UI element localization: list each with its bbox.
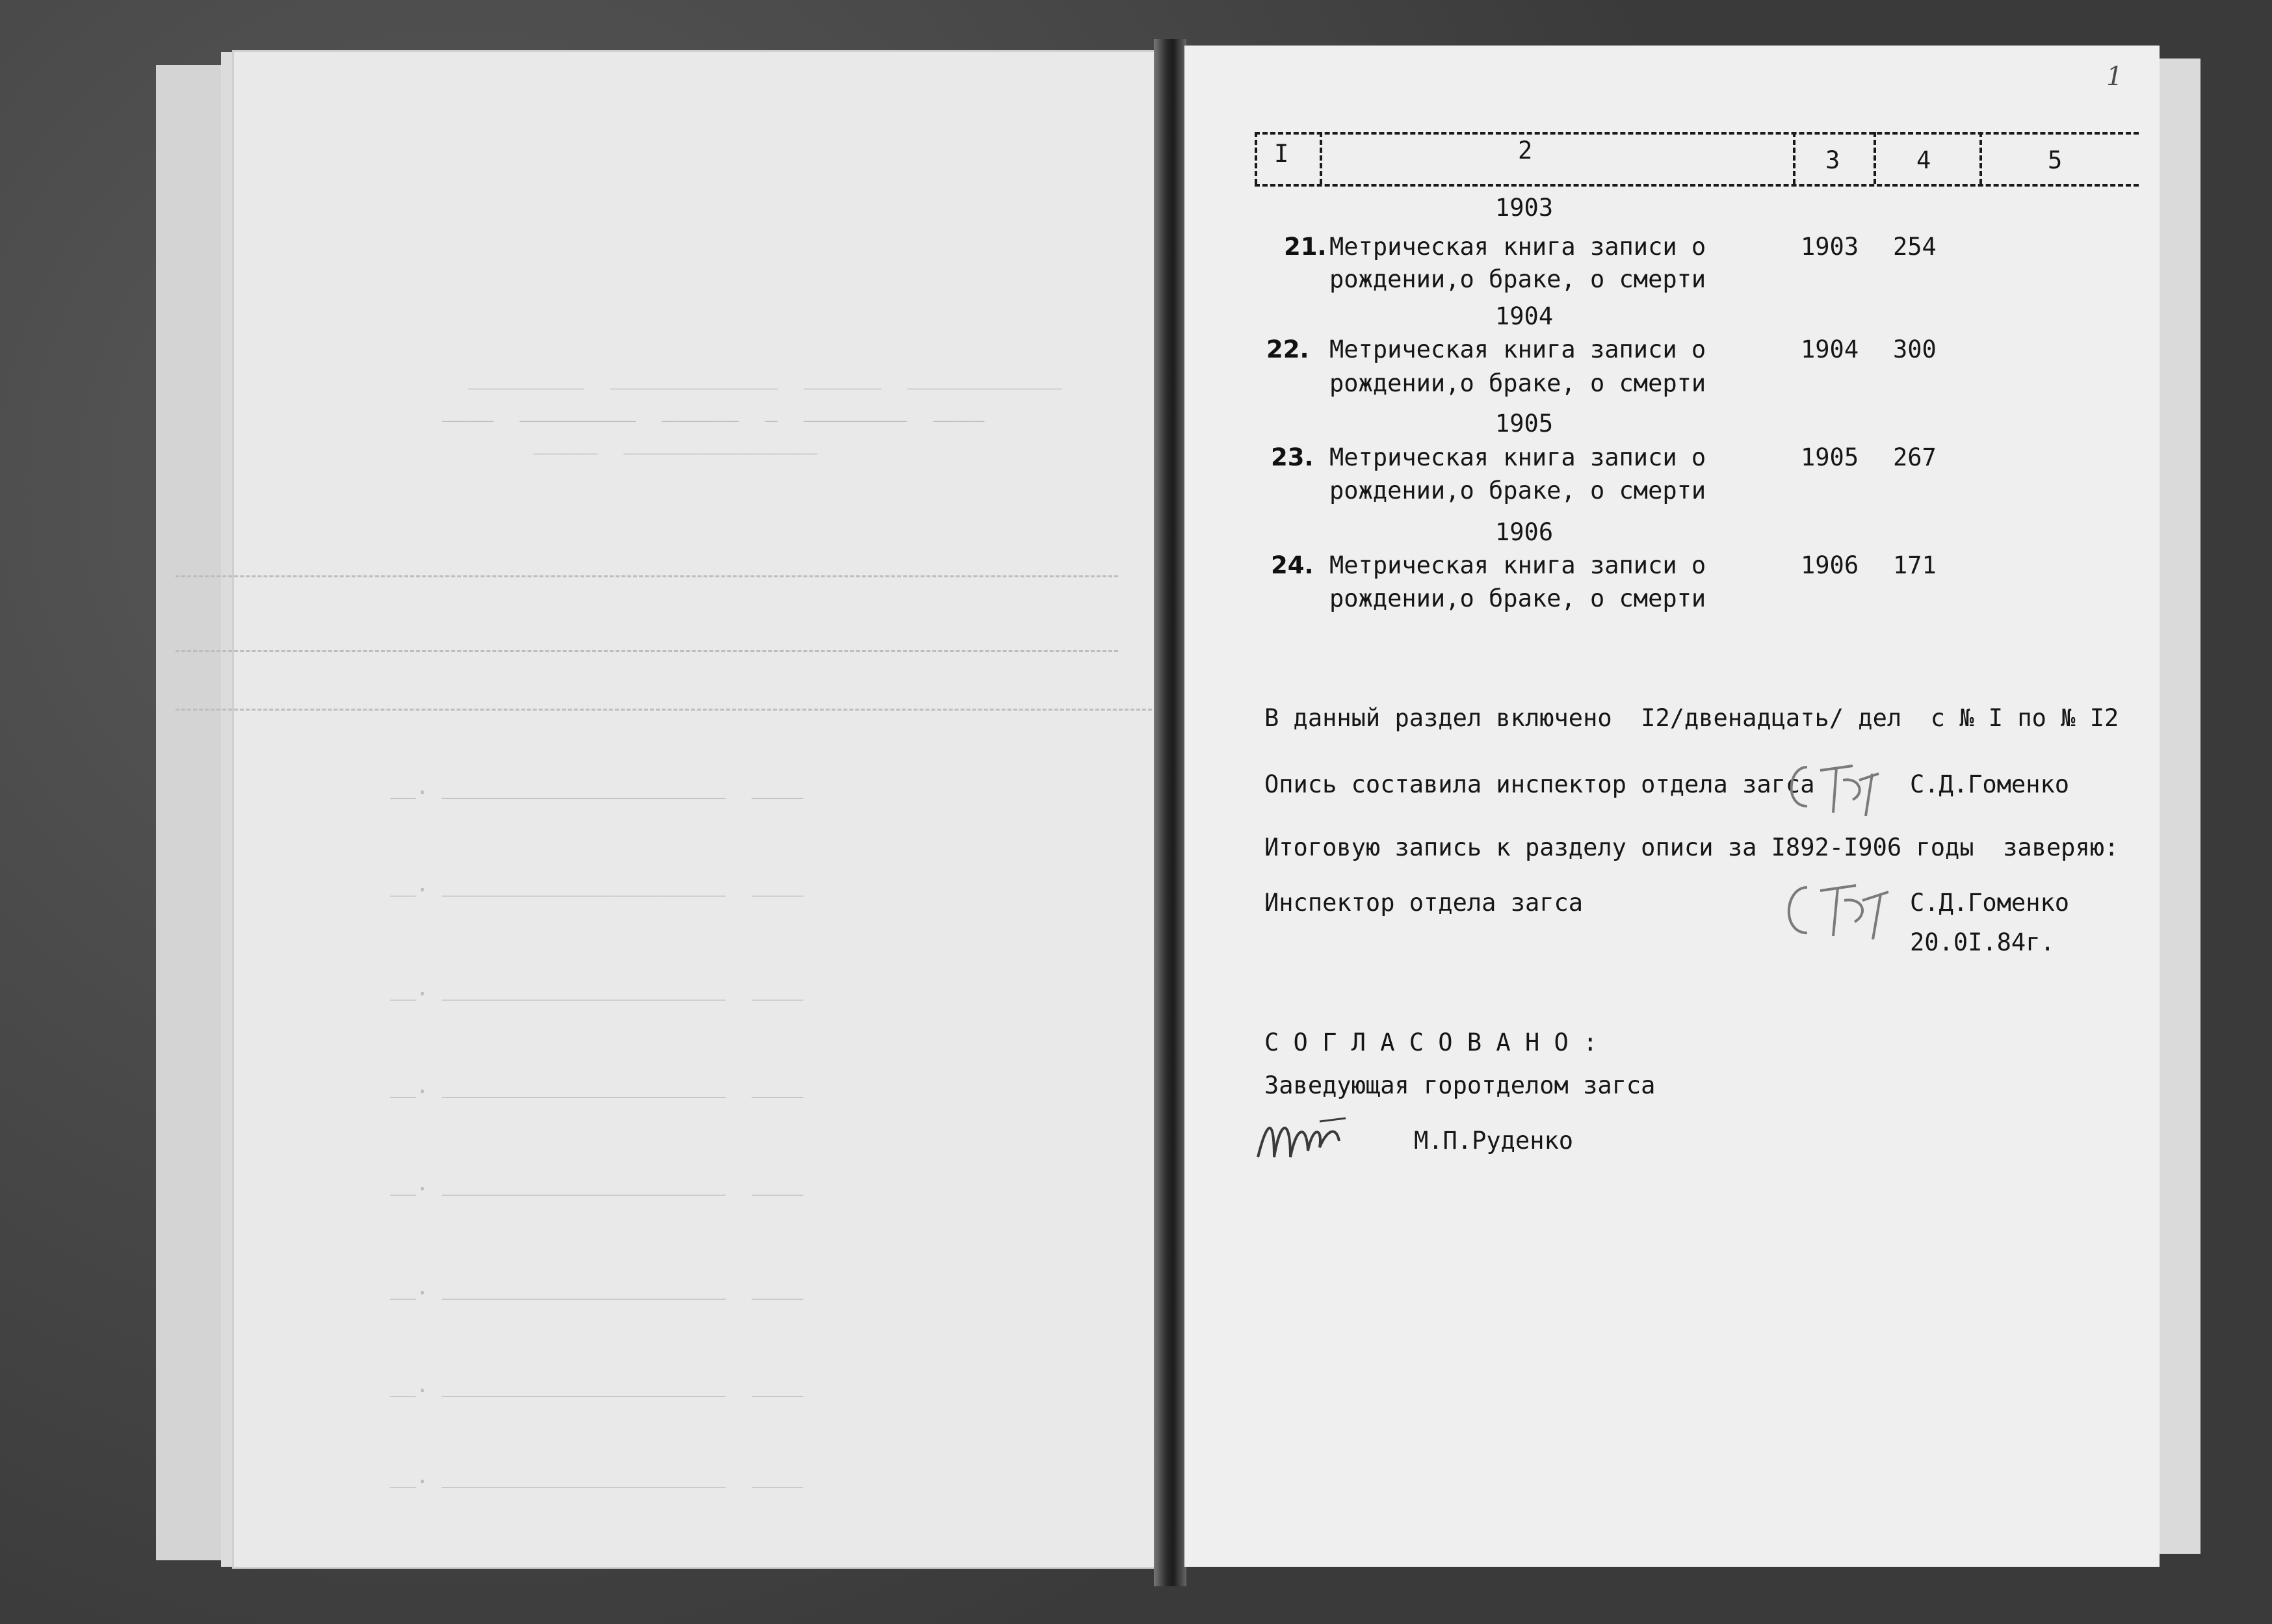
left-page [234, 52, 1164, 1567]
entry-title-line1: Метрическая книга записи о [1329, 443, 1706, 471]
entry-dates: 1903 [1801, 233, 1859, 261]
compiler-name: С.Д.Гоменко [1910, 770, 2070, 798]
ghost-text: ____ ______________________ .__ [390, 1372, 803, 1397]
entry-number: 24. [1271, 551, 1314, 579]
year-heading: 1905 [1495, 410, 1554, 438]
ghost-text: ____ ______________________ .__ [390, 1073, 803, 1098]
summary-included: В данный раздел включено I2/двенадцать/ дел с № I по № I2 [1264, 704, 2119, 732]
inspector-label: Инспектор отдела загса [1264, 889, 1584, 917]
ghost-table-rule [176, 709, 1164, 711]
entry-title-line1: Метрическая книга записи о [1329, 233, 1706, 261]
header-col-4: 4 [1916, 146, 1931, 174]
ghost-text: ____ ______________________ .__ [390, 975, 803, 1001]
entry-title-line2: рождении,о браке, о смерти [1329, 265, 1706, 293]
entry-sheets: 254 [1893, 233, 1937, 261]
folio-number: 1 [2106, 62, 2123, 92]
year-heading: 1903 [1495, 194, 1554, 222]
ghost-text: ____ ________ _ ______ _________ ____ [442, 397, 985, 422]
inspector-name: С.Д.Гоменко [1910, 889, 2070, 917]
approval-heading: С О Г Л А С О В А Н О : [1264, 1028, 1598, 1056]
year-heading: 1904 [1495, 302, 1554, 330]
ghost-text: _______________ _____ [533, 429, 818, 454]
summary-compiled-label: Опись составила инспектор отдела загса [1264, 770, 1815, 798]
inspector-signature [1778, 871, 1901, 943]
ghost-text: ____ ______________________ .__ [390, 1274, 803, 1300]
entry-title-line2: рождении,о браке, о смерти [1329, 477, 1706, 504]
header-col-2: 2 [1518, 137, 1533, 164]
approver-signature [1255, 1112, 1352, 1170]
entry-dates: 1905 [1801, 443, 1859, 471]
ghost-text: ____ ______________________ .__ [390, 1170, 803, 1196]
approval-position: Заведующая горотделом загса [1264, 1071, 1656, 1099]
ghost-table-rule [176, 575, 1118, 577]
entry-dates: 1904 [1801, 335, 1859, 363]
certification-date: 20.0I.84г. [1910, 928, 2055, 956]
ghost-text: ____________ ______ _____________ _________ [468, 364, 1062, 389]
entry-number: 21. [1284, 233, 1327, 261]
entry-number: 22. [1266, 335, 1309, 363]
book-spine [1154, 39, 1186, 1586]
entry-sheets: 267 [1893, 443, 1937, 471]
entry-title-line1: Метрическая книга записи о [1329, 335, 1706, 363]
header-col-5: 5 [2048, 146, 2063, 174]
year-heading: 1906 [1495, 518, 1554, 546]
approver-name: М.П.Руденко [1414, 1127, 1574, 1155]
ghost-table-rule [176, 650, 1118, 652]
ghost-text: ____ ______________________ .__ [390, 1463, 803, 1488]
entry-title-line2: рождении,о браке, о смерти [1329, 369, 1706, 397]
compiler-signature [1781, 754, 1892, 819]
entry-title-line1: Метрическая книга записи о [1329, 551, 1706, 579]
header-col-1: I [1274, 140, 1289, 168]
left-page-edge [156, 65, 241, 1560]
entry-dates: 1906 [1801, 551, 1859, 579]
entry-title-line2: рождении,о браке, о смерти [1329, 584, 1706, 612]
summary-total-label: Итоговую запись к разделу описи за I892-I906 годы заверяю: [1264, 833, 2119, 861]
header-col-3: 3 [1825, 146, 1840, 174]
ghost-text: ____ ______________________ .__ [390, 871, 803, 897]
entry-sheets: 171 [1893, 551, 1937, 579]
entry-sheets: 300 [1893, 335, 1937, 363]
entry-number: 23. [1271, 443, 1314, 471]
ghost-text: ____ ______________________ .__ [390, 774, 803, 799]
